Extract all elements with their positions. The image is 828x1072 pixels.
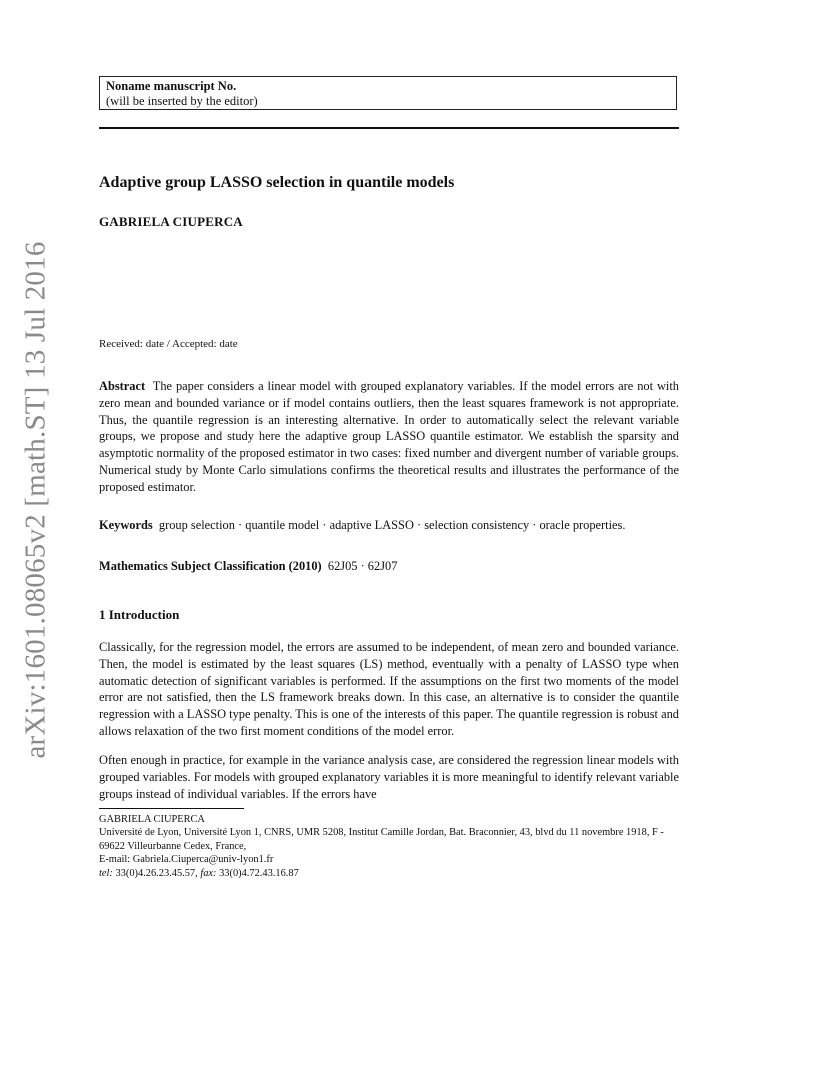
tel-number: 33(0)4.26.23.45.57, bbox=[115, 867, 198, 879]
abstract-text: The paper considers a linear model with grouped explanatory variables. If the model errors are not with zero mean and bounded variance or if model contains outliers, then the least squares framework is not appropriate. Thus, the quantile regression is an interesting alternative. In order to automatically select the relevant variable groups, we propose and study here the adaptive group LASSO quantile estimator. We establish the sparsity and asymptotic normality of the proposed estimator in two cases: fixed number and divergent number of variable groups. Numerical study by Monte Carlo simulations confirms the theoretical results and illustrates the performance of the proposed estimator. bbox=[99, 379, 679, 494]
introduction-paragraph-2: Often enough in practice, for example in the variance analysis case, are considered the regression linear models with grouped variables. For models with grouped explanatory variables it is more meaningful to identify relevant variable groups instead of individual variables. If the errors have bbox=[99, 753, 679, 801]
header-rule bbox=[99, 127, 679, 129]
keywords-label: Keywords bbox=[99, 518, 153, 532]
received-date: Received: date / Accepted: date bbox=[99, 338, 238, 350]
introduction-paragraph-1: Classically, for the regression model, the errors are assumed to be independent, of mean zero and bounded variance. Then, the model is estimated by the least squares (LS) method, eventually with a penalty of LASSO type when automatic detection of significant variables is performed. If the assumptions on the first two moments of the model error are not satisfied, then the LS framework breaks down. In this case, an alternative is to consider the quantile regression with a LASSO type penalty. This is one of the interests of this paper. The quantile regression is robust and allows relaxation of the two first moment conditions of the model error. bbox=[99, 640, 679, 738]
fax-number: 33(0)4.72.43.16.87 bbox=[219, 867, 299, 879]
footnote-author-name: GABRIELA CIUPERCA bbox=[99, 814, 205, 825]
author-footnote bbox=[99, 813, 679, 880]
msc-label: Mathematics Subject Classification (2010) bbox=[99, 559, 322, 573]
tel-label: tel: bbox=[99, 867, 113, 879]
editor-note: (will be inserted by the editor) bbox=[106, 94, 258, 108]
paper-title: Adaptive group LASSO selection in quantile models bbox=[99, 174, 455, 191]
footnote-contact bbox=[99, 867, 679, 880]
manuscript-header-box bbox=[99, 76, 677, 110]
footnote-rule bbox=[99, 808, 244, 809]
manuscript-number: Noname manuscript No. bbox=[106, 79, 237, 93]
section-heading-introduction: 1 Introduction bbox=[99, 607, 180, 622]
keywords-text: group selection · quantile model · adaptive LASSO · selection consistency · oracle properties. bbox=[158, 518, 626, 532]
abstract-label: Abstract bbox=[99, 379, 146, 393]
abstract bbox=[99, 378, 679, 496]
arxiv-stamp[interactable]: arXiv:1601.08065v2 [math.ST] 13 Jul 2016 bbox=[19, 241, 52, 759]
footnote-email[interactable]: E-mail: Gabriela.Ciuperca@univ-lyon1.fr bbox=[99, 854, 274, 866]
keywords bbox=[99, 517, 679, 534]
footnote-affiliation: Université de Lyon, Université Lyon 1, CNRS, UMR 5208, Institut Camille Jordan, Bat. Braconnier, 43, blvd du 11 novembre 1918, F - 69622 Villeurbanne Cedex, France, bbox=[99, 827, 664, 852]
fax-label: fax: bbox=[200, 867, 217, 879]
paper-author: GABRIELA CIUPERCA bbox=[99, 214, 243, 229]
msc-classification bbox=[99, 558, 679, 575]
msc-text: 62J05 · 62J07 bbox=[327, 559, 398, 573]
